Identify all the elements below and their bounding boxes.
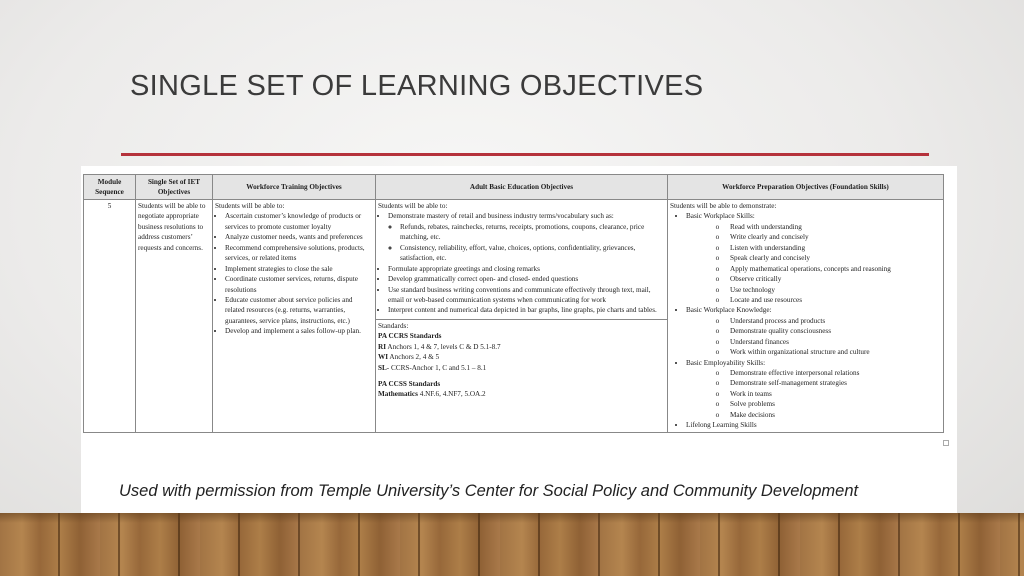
list-item: • Develop grammatically correct open- and closed- ended questions	[388, 274, 665, 284]
list-item: • Coordinate customer services, returns, dispute resolutions	[225, 274, 373, 295]
list-item: o Make decisions	[730, 410, 941, 420]
wto-list	[215, 211, 373, 336]
list-item: • Develop and implement a sales follow-up plan.	[225, 326, 373, 336]
title-underline	[121, 153, 929, 156]
wpo-list	[670, 211, 941, 430]
cell-abe	[376, 200, 668, 433]
wpo-group-label: Basic Employability Skills:	[686, 358, 766, 367]
ri-line	[378, 342, 665, 352]
list-item: • Analyze customer needs, wants and preferences	[225, 232, 373, 242]
math-label: Mathematics	[378, 390, 418, 399]
list-item: • Educate customer about service policies and related resources (e.g. returns, warranties, guarantees, service plans, instructions, etc.)	[225, 295, 373, 326]
list-item: o Solve problems	[730, 399, 941, 409]
list-item	[686, 305, 941, 357]
wi-label: WI	[378, 353, 388, 362]
wi-line	[378, 352, 665, 362]
list-item: • Use standard business writing conventions and communicate effectively through text, mail, email or web-based communication systems when communicating for work	[388, 285, 665, 306]
header-abe: Adult Basic Education Objectives	[376, 175, 668, 200]
wpo-intro: Students will be able to demonstrate:	[670, 202, 777, 210]
abe-intro: Students will be able to:	[378, 202, 448, 210]
list-item: o Locate and use resources	[730, 295, 941, 305]
table-header-row	[84, 175, 944, 200]
list-item: • Interpret content and numerical data depicted in bar graphs, line graphs, pie charts and tables.	[388, 305, 665, 315]
list-item: o Work within organizational structure and culture	[730, 347, 941, 357]
list-item: o Observe critically	[730, 274, 941, 284]
sl-label: SL	[378, 363, 387, 372]
ccss-title: PA CCSS Standards	[378, 380, 441, 388]
ccrs-title: PA CCRS Standards	[378, 332, 442, 341]
list-item: ◦ Refunds, rebates, rainchecks, returns, receipts, promotions, coupons, clearance, price matching, etc.	[400, 222, 665, 243]
math-text: 4.NF.6, 4.NF7, 5.OA.2	[419, 390, 486, 399]
list-item: • Ascertain customer’s knowledge of products or services to promote customer loyalty	[225, 211, 373, 232]
sl-text: - CCRS-Anchor 1, C and 5.1 – 8.1	[386, 363, 487, 372]
abe-list	[378, 211, 665, 315]
wpo-sublist	[686, 222, 941, 306]
cell-wto	[213, 200, 376, 433]
ri-label: RI	[378, 342, 386, 351]
list-item: • Formulate appropriate greetings and closing remarks	[388, 264, 665, 274]
slide-title: SINGLE SET OF LEARNING OBJECTIVES	[130, 70, 704, 102]
list-item: • Implement strategies to close the sale	[225, 264, 373, 274]
list-item: ◦ Consistency, reliability, effort, value, choices, options, confidentiality, grievances, satisfaction, etc.	[400, 243, 665, 264]
header-iet: Single Set of IET Objectives	[136, 175, 213, 200]
list-item	[686, 358, 941, 421]
list-item: o Understand finances	[730, 337, 941, 347]
wpo-group-label: Basic Workplace Skills:	[686, 212, 755, 221]
list-item: o Use technology	[730, 285, 941, 295]
standards-block	[376, 319, 667, 401]
wpo-sublist	[686, 368, 941, 420]
wpo-sublist	[686, 316, 941, 358]
list-item: o Demonstrate quality consciousness	[730, 326, 941, 336]
wi-text: Anchors 2, 4 & 5	[389, 353, 440, 362]
cell-wpo	[668, 200, 944, 433]
math-line	[378, 389, 665, 399]
list-item: o Understand process and products	[730, 316, 941, 326]
list-item: o Demonstrate self-management strategies	[730, 378, 941, 388]
table-corner-marker	[943, 440, 949, 446]
list-item	[686, 211, 941, 305]
abe-item-text: Demonstrate mastery of retail and business industry terms/vocabulary such as:	[388, 212, 614, 221]
list-item: o Write clearly and concisely	[730, 232, 941, 242]
wpo-group-label: Basic Workplace Knowledge:	[686, 306, 772, 315]
list-item: o Read with understanding	[730, 222, 941, 232]
abe-sublist	[388, 222, 665, 264]
list-item	[388, 211, 665, 263]
sl-line	[378, 363, 665, 373]
header-wto: Workforce Training Objectives	[213, 175, 376, 200]
list-item: • Recommend comprehensive solutions, products, services, or related items	[225, 243, 373, 264]
header-module: Module Sequence	[84, 175, 136, 200]
ri-text: Anchors 1, 4 & 7, levels C & D 5.1-8.7	[387, 342, 501, 351]
list-item: o Work in teams	[730, 389, 941, 399]
floor-shadow	[0, 513, 1024, 523]
wpo-group-label: Lifelong Learning Skills	[686, 421, 757, 430]
wto-intro: Students will be able to:	[215, 202, 285, 210]
table-row	[84, 200, 944, 433]
cell-iet: Students will be able to negotiate appropriate business resolutions to address customers’ requests and concerns.	[136, 200, 213, 433]
list-item: o Apply mathematical operations, concepts and reasoning	[730, 264, 941, 274]
list-item: o Demonstrate effective interpersonal relations	[730, 368, 941, 378]
list-item: o Speak clearly and concisely	[730, 253, 941, 263]
standards-label: Standards:	[378, 321, 409, 330]
list-item: o Listen with understanding	[730, 243, 941, 253]
list-item	[686, 420, 941, 430]
permission-caption: Used with permission from Temple University’s Center for Social Policy and Community Development	[119, 482, 859, 500]
cell-module: 5	[84, 200, 136, 433]
table-image	[81, 166, 957, 523]
header-wpo: Workforce Preparation Objectives (Foundation Skills)	[668, 175, 944, 200]
objectives-table	[83, 174, 944, 433]
